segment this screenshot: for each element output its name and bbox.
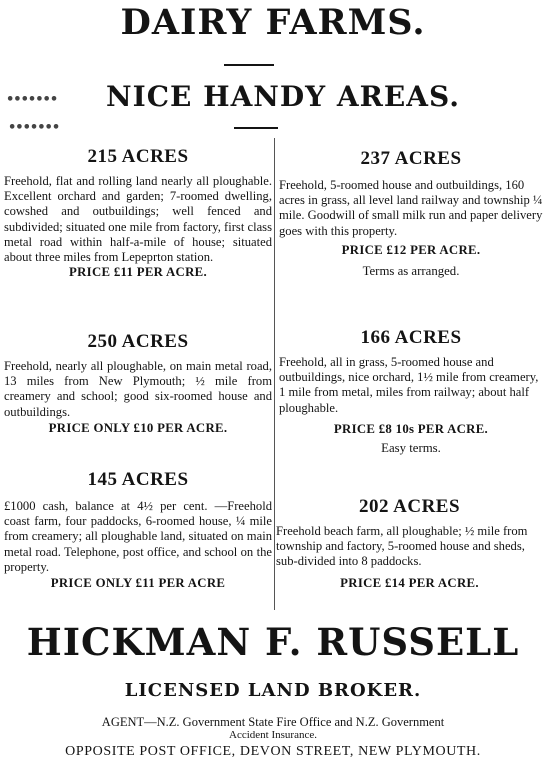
listing-price: PRICE £14 PER ACRE. — [340, 575, 479, 590]
agent-text: AGENT—N.Z. Government State Fire Office and N.Z. Government — [101, 715, 445, 729]
listing-166-acres — [279, 327, 543, 456]
listing-description: Freehold, 5-roomed house and outbuildings, 160 acres in grass, all level land railway and township ¼ mile. Goodwill of small milk run and paper delivery goes with this property. — [279, 178, 543, 238]
acres-heading: 166 ACRES — [360, 327, 462, 348]
listing-description: Freehold beach farm, all ploughable; ½ mile from township and factory, 5-roomed house and sheds, sub-divided into 8 paddocks. — [276, 524, 528, 569]
print-smudge: ••••••• — [8, 120, 60, 135]
listing-price: PRICE £11 PER ACRE. — [69, 265, 207, 280]
listing-price: PRICE £12 PER ACRE. — [341, 242, 481, 257]
listing-terms: Easy terms. — [381, 440, 441, 455]
listing-202-acres — [276, 496, 543, 591]
broker-name: HICKMAN F. RUSSELL — [26, 620, 520, 664]
listing-terms: Terms as arranged. — [362, 263, 460, 278]
ad-title: DAIRY FARMS. — [120, 2, 426, 43]
listing-145-acres — [4, 469, 272, 591]
print-smudge: ••••••• — [6, 92, 58, 107]
acres-heading: 202 ACRES — [358, 496, 461, 517]
listing-description: Freehold, all in grass, 5-roomed house and outbuildings, nice orchard, 1½ mile from creamery, 1 mile from metal, miles from railway; about half ploughable. — [279, 355, 539, 415]
listing-price: PRICE ONLY £11 PER ACRE — [50, 576, 226, 591]
listing-237-acres — [279, 148, 543, 279]
listing-price: PRICE £8 10s PER ACRE. — [333, 421, 489, 436]
subtitle-divider — [234, 127, 278, 129]
listing-250-acres — [4, 331, 272, 436]
listing-215-acres — [4, 146, 272, 280]
agent-line — [0, 716, 546, 742]
ad-subtitle: NICE HANDY AREAS. — [106, 80, 460, 113]
broker-address: OPPOSITE POST OFFICE, DEVON STREET, NEW PLYMOUTH. — [65, 744, 481, 759]
listing-description: £1000 cash, balance at 4½ per cent. —Freehold coast farm, four paddocks, 6-roomed house, ¼ mile from creamery; all ploughable land, situated on main metal road. Telephone, post office, and school on the property. — [4, 499, 272, 574]
column-divider — [274, 138, 275, 610]
broker-licence: LICENSED LAND BROKER. — [124, 680, 422, 701]
acres-heading: 250 ACRES — [87, 331, 189, 352]
listing-price: PRICE ONLY £10 PER ACRE. — [48, 420, 228, 435]
acres-heading: 145 ACRES — [87, 469, 189, 490]
listing-description: Freehold, nearly all ploughable, on main metal road, 13 miles from New Plymouth; ½ mile from creamery and school; good six-roomed house and outbuildings. — [4, 359, 272, 419]
listing-description: Freehold, flat and rolling land nearly all ploughable. Excellent orchard and garden; 7-roomed dwelling, cowshed and outbuildings; well fenced and subdivided; situated one mile from factory, first class metal road within half-a-mile of house; situated about three miles from Lepeprton station. — [4, 174, 272, 265]
acres-heading: 215 ACRES — [87, 146, 189, 167]
title-divider — [224, 64, 274, 66]
acres-heading: 237 ACRES — [360, 148, 462, 169]
agent-text-continued: Accident Insurance. — [229, 729, 317, 741]
